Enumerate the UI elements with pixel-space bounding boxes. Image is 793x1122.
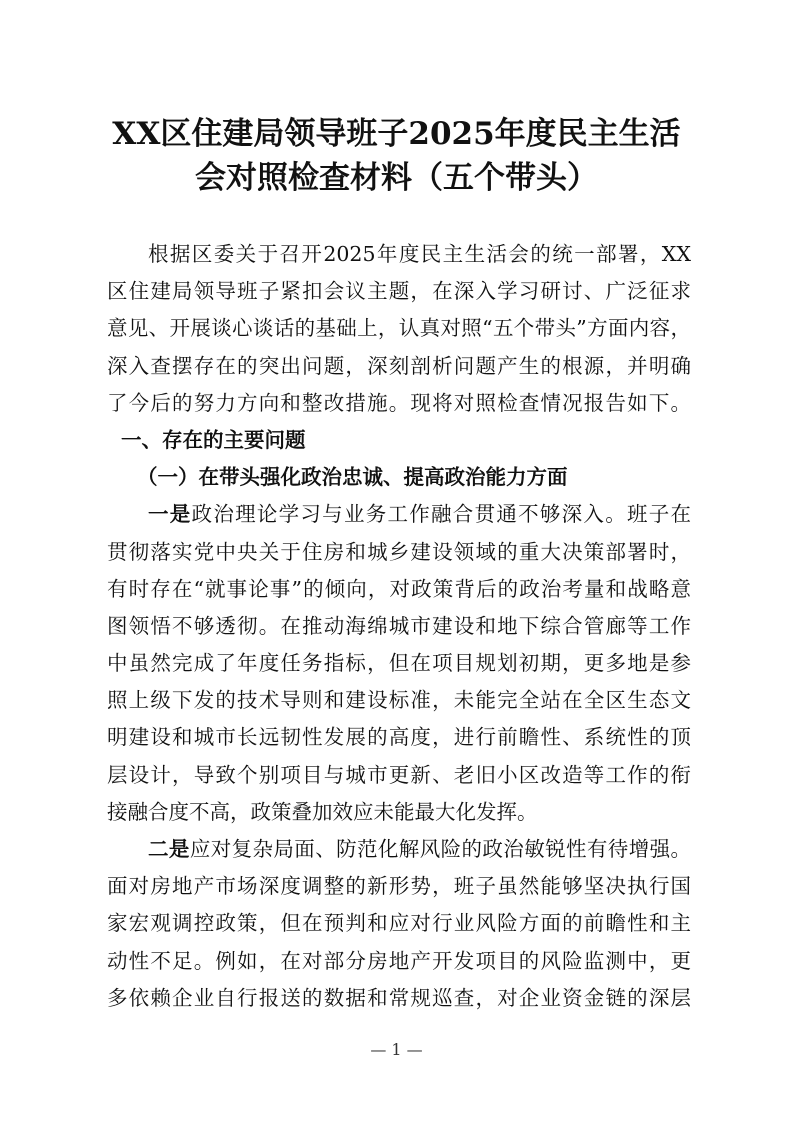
title-line-2: 会对照检查材料（五个带头） xyxy=(195,160,598,196)
text-line xyxy=(107,496,691,533)
text-line: 有时存在“就事论事”的倾向，对政策背后的政治考量和战略意 xyxy=(107,576,691,601)
paragraph-second-issue xyxy=(107,831,691,1017)
page-number: — 1 — xyxy=(370,1040,423,1059)
text-line-content: 政治理论学习与业务工作融合贯通不够深入。班子在 xyxy=(191,502,691,527)
text-line: 多依赖企业自行报送的数据和常规巡查，对企业资金链的深层 xyxy=(107,985,691,1010)
text-line: 意见、开展谈心谈话的基础上，认真对照“五个带头”方面内容， xyxy=(107,316,691,341)
text-line: 面对房地产市场深度调整的新形势，班子虽然能够坚决执行国 xyxy=(107,874,691,899)
text-line: 接融合度不高，政策叠加效应未能最大化发挥。 xyxy=(107,799,538,824)
text-line: 区住建局领导班子紧扣会议主题，在深入学习研讨、广泛征求 xyxy=(107,279,691,304)
text-line xyxy=(107,831,691,868)
text-line: 层设计，导致个别项目与城市更新、老旧小区改造等工作的衔 xyxy=(107,762,691,787)
text-line: 照上级下发的技术导则和建设标准，未能完全站在全区生态文 xyxy=(107,688,691,713)
section-heading: 一、存在的主要问题 xyxy=(121,427,306,452)
lead-label: 一是 xyxy=(148,502,192,527)
text-line: 了今后的努力方向和整改措施。现将对照检查情况报告如下。 xyxy=(107,390,691,415)
text-line: 根据区委关于召开2025年度民主生活会的统一部署，XX xyxy=(148,242,691,266)
text-line-content: 应对复杂局面、防范化解风险的政治敏锐性有待增强。 xyxy=(189,837,691,861)
text-line: 中虽然完成了年度任务指标，但在项目规划初期，更多地是参 xyxy=(107,651,691,676)
text-line: 明建设和城市长远韧性发展的高度，进行前瞻性、系统性的顶 xyxy=(107,725,691,750)
text-line: 贯彻落实党中央关于住房和城乡建设领域的重大决策部署时， xyxy=(107,539,691,564)
paragraph-first-issue xyxy=(107,496,691,831)
lead-label: 二是 xyxy=(148,837,190,861)
text-line: 动性不足。例如，在对部分房地产开发项目的风险监测中，更 xyxy=(107,948,691,973)
text-line: 家宏观调控政策，但在预判和应对行业风险方面的前瞻性和主 xyxy=(107,911,691,936)
text-line: 深入查摆存在的突出问题，深刻剖析问题产生的根源，并明确 xyxy=(107,353,691,378)
subsection-heading: （一）在带头强化政治忠诚、提高政治能力方面 xyxy=(137,465,568,490)
intro-paragraph xyxy=(107,236,691,422)
document-title xyxy=(90,112,703,200)
text-line: 图领悟不够透彻。在推动海绵城市建设和地下综合管廊等工作 xyxy=(107,613,691,638)
document-body xyxy=(107,236,691,1017)
title-line-1: XX区住建局领导班子2025年度民主生活 xyxy=(112,116,681,152)
